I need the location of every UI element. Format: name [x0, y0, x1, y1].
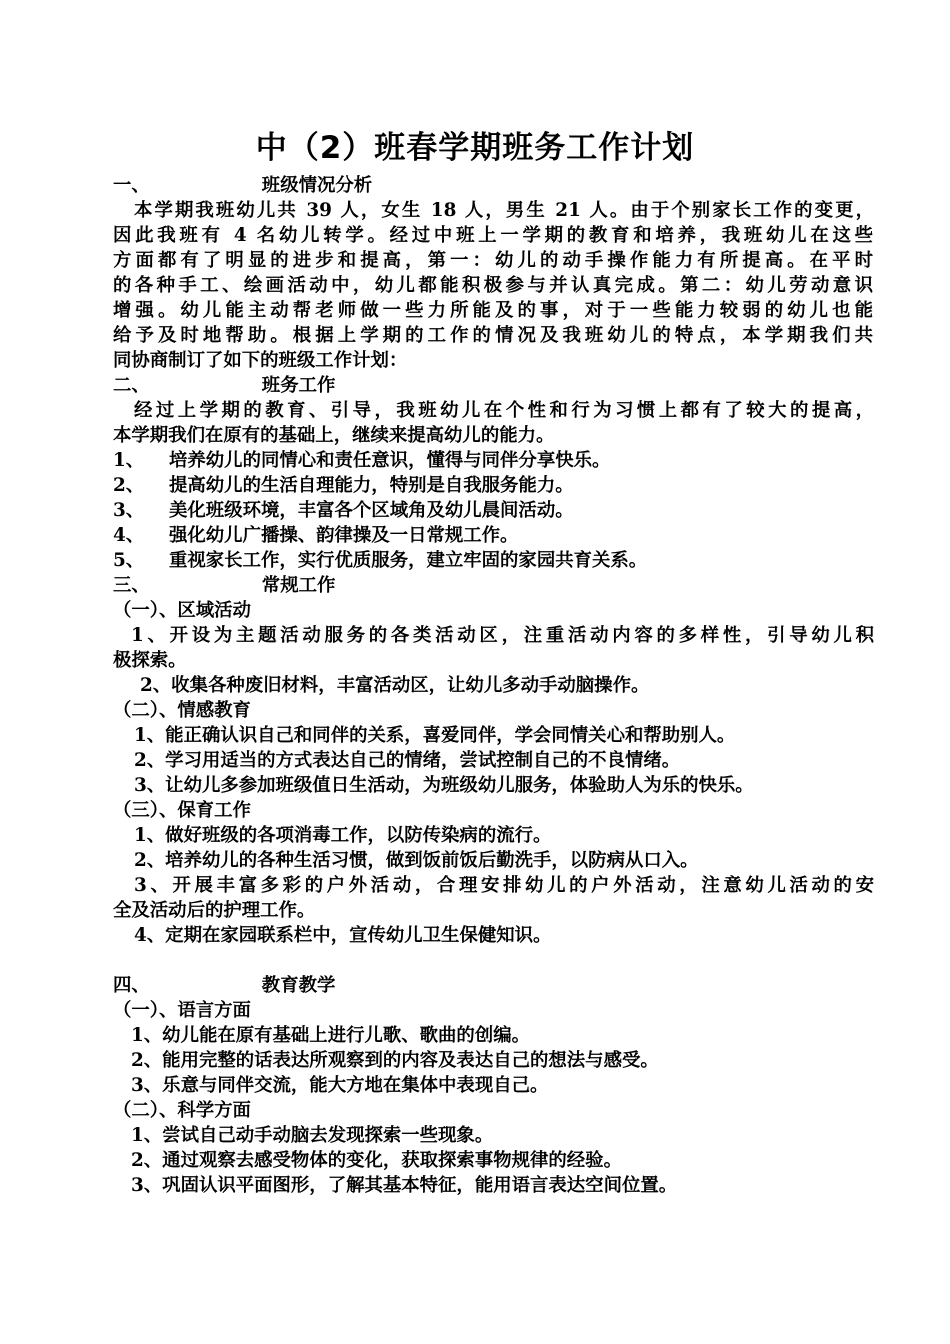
list-text: 提高幼儿的生活自理能力，特别是自我服务能力。 — [169, 475, 574, 496]
subsection-heading: （一）、区域活动 — [113, 600, 251, 621]
paragraph-line: 经过上学期的教育、引导，我班幼儿在个性和行为习惯上都有了较大的提高， — [134, 400, 874, 421]
paragraph-line: 1、能正确认识自己和同伴的关系，喜爱同伴，学会同情关心和帮助别人。 — [134, 725, 736, 746]
list-number: 4、 — [113, 525, 145, 546]
subsection-heading: （二）、科学方面 — [113, 1100, 251, 1121]
paragraph-line: 因此我班有 4 名幼儿转学。经过中班上一学期的教育和培养，我班幼儿在这些 — [113, 225, 873, 246]
list-item — [113, 474, 873, 498]
paragraph-line: 方面都有了明显的进步和提高，第一：幼儿的动手操作能力有所提高。在平时 — [113, 250, 873, 271]
paragraph-line: 增强。幼儿能主动帮老师做一些力所能及的事，对于一些能力较弱的幼儿也能 — [113, 300, 873, 321]
section-marker: 二、 — [113, 375, 150, 396]
paragraph-line: 给予及时地帮助。根据上学期的工作的情况及我班幼儿的特点，本学期我们共 — [113, 325, 873, 346]
list-number: 1、 — [113, 450, 145, 471]
paragraph-line: 3、开展丰富多彩的户外活动，合理安排幼儿的户外活动，注意幼儿活动的安 — [134, 875, 874, 896]
section-title: 班务工作 — [261, 375, 336, 396]
list-number: 5、 — [113, 550, 145, 571]
section-heading-4 — [113, 974, 873, 998]
paragraph-line: 2、能用完整的话表达所观察到的内容及表达自己的想法与感受。 — [131, 1050, 659, 1071]
section-marker: 四、 — [113, 975, 150, 996]
paragraph-line: 极探索。 — [113, 650, 187, 671]
paragraph-line: 的各种手工、绘画活动中，幼儿都能积极参与并认真完成。第二：幼儿劳动意识 — [113, 275, 873, 296]
paragraph-line: 2、收集各种废旧材料，丰富活动区，让幼儿多动手动脑操作。 — [140, 675, 650, 696]
list-item — [113, 449, 873, 473]
list-item — [113, 524, 873, 548]
section-title: 教育教学 — [261, 975, 336, 996]
paragraph-line: 同协商制订了如下的班级工作计划： — [113, 350, 408, 371]
paragraph-line: 1、尝试自己动手动脑去发现探索一些现象。 — [131, 1125, 494, 1146]
paragraph-line: 3、乐意与同伴交流，能大方地在集体中表现自己。 — [131, 1075, 549, 1096]
list-item — [113, 549, 873, 573]
section-marker: 三、 — [113, 575, 150, 596]
paragraph-line: 1、做好班级的各项消毒工作，以防传染病的流行。 — [134, 825, 552, 846]
section-heading-1 — [113, 174, 873, 198]
list-item — [113, 499, 873, 523]
subsection-heading: （一）、语言方面 — [113, 1000, 251, 1021]
paragraph-line: 2、培养幼儿的各种生活习惯，做到饭前饭后勤洗手，以防病从口入。 — [134, 850, 699, 871]
paragraph-line: 3、巩固认识平面图形，了解其基本特征，能用语言表达空间位置。 — [131, 1175, 678, 1196]
section-marker: 一、 — [113, 175, 150, 196]
paragraph-line: 全及活动后的护理工作。 — [113, 900, 316, 921]
list-text: 美化班级环境，丰富各个区域角及幼儿晨间活动。 — [169, 500, 574, 521]
paragraph-line: 1、幼儿能在原有基础上进行儿歌、歌曲的创编。 — [131, 1025, 530, 1046]
paragraph-line: 2、学习用适当的方式表达自己的情绪，尝试控制自己的不良情绪。 — [134, 750, 681, 771]
list-text: 重视家长工作，实行优质服务，建立牢固的家园共育关系。 — [169, 550, 648, 571]
section-title: 常规工作 — [261, 575, 336, 596]
subsection-heading: （三）、保育工作 — [113, 800, 251, 821]
paragraph-line: 3、让幼儿多参加班级值日生活动，为班级幼儿服务，体验助人为乐的快乐。 — [134, 775, 754, 796]
section-heading-3 — [113, 574, 873, 598]
list-text: 强化幼儿广播操、韵律操及一日常规工作。 — [169, 525, 519, 546]
list-number: 2、 — [113, 475, 145, 496]
section-heading-2 — [113, 374, 873, 398]
subsection-heading: （二）、情感教育 — [113, 700, 251, 721]
list-number: 3、 — [113, 500, 145, 521]
paragraph-line: 本学期我班幼儿共 39 人，女生 18 人，男生 21 人。由于个别家长工作的变更， — [134, 200, 874, 221]
section-title: 班级情况分析 — [261, 175, 373, 196]
list-text: 培养幼儿的同情心和责任意识，懂得与同伴分享快乐。 — [169, 450, 611, 471]
document-title: 中（2）班春学期班务工作计划 — [255, 130, 695, 166]
paragraph-line: 本学期我们在原有的基础上，继续来提高幼儿的能力。 — [113, 425, 555, 446]
paragraph-line: 2、通过观察去感受物体的变化，获取探索事物规律的经验。 — [131, 1150, 622, 1171]
paragraph-line: 1、开设为主题活动服务的各类活动区，注重活动内容的多样性，引导幼儿积 — [131, 625, 874, 646]
paragraph-line: 4、定期在家园联系栏中，宣传幼儿卫生保健知识。 — [134, 925, 552, 946]
